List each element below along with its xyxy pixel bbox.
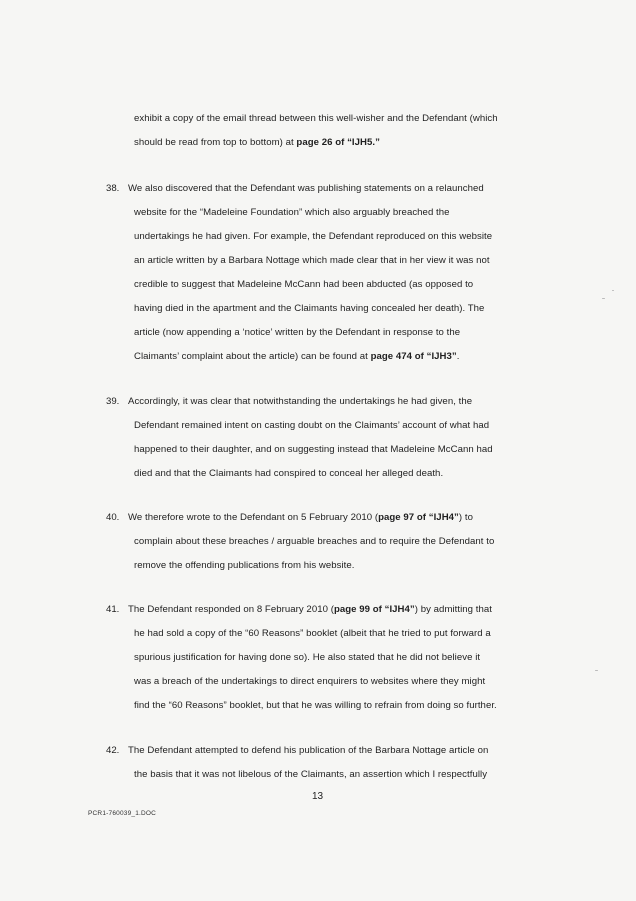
paragraph-number-42: 42. xyxy=(106,745,120,756)
paragraph-number-39: 39. xyxy=(106,396,120,407)
paragraph-number-41: 41. xyxy=(106,604,120,615)
para39-line-1: Accordingly, it was clear that notwithstanding the undertakings he had given, the xyxy=(128,396,473,407)
scan-speck xyxy=(595,670,598,671)
para40-line-1: We therefore wrote to the Defendant on 5 February 2010 (page 97 of “IJH4”) to xyxy=(128,512,473,523)
exhibit-reference: page 474 of “IJH3” xyxy=(370,351,457,362)
para38-line-6: having died in the apartment and the Claimants having concealed her death). The xyxy=(134,303,485,314)
para38-line-7: article (now appending a ‘notice’ written by the Defendant in response to the xyxy=(134,327,461,338)
paragraph-number-40: 40. xyxy=(106,512,120,523)
para42-line-1: The Defendant attempted to defend his publication of the Barbara Nottage article on xyxy=(128,745,489,756)
page-number: 13 xyxy=(312,791,324,802)
para38-line-8: Claimants’ complaint about the article) can be found at page 474 of “IJH3”. xyxy=(134,351,460,362)
document-reference: PCR1-760039_1.DOC xyxy=(88,810,157,817)
para39-line-3: happened to their daughter, and on suggesting instead that Madeleine McCann had xyxy=(134,444,493,455)
paragraph-number-38: 38. xyxy=(106,183,120,194)
para41-line-3: spurious justification for having done so). He also stated that he did not believe it xyxy=(134,652,481,663)
para41-line-4: was a breach of the undertakings to direct enquirers to websites where they might xyxy=(134,676,486,687)
scan-speck xyxy=(612,290,614,291)
para39-line-4: died and that the Claimants had conspired to conceal her alleged death. xyxy=(134,468,444,479)
exhibit-reference: page 99 of “IJH4” xyxy=(333,604,415,615)
intro-line-1: exhibit a copy of the email thread between this well-wisher and the Defendant (which xyxy=(134,113,498,124)
exhibit-reference: page 26 of “IJH5.” xyxy=(296,137,380,148)
intro-line-2: should be read from top to bottom) at page 26 of “IJH5.” xyxy=(134,137,380,148)
para38-line-2: website for the “Madeleine Foundation” which also arguably breached the xyxy=(134,207,450,218)
para38-line-5: credible to suggest that Madeleine McCann had been abducted (as opposed to xyxy=(134,279,474,290)
para38-line-3: undertakings he had given. For example, the Defendant reproduced on this website xyxy=(134,231,493,242)
para38-line-4: an article written by a Barbara Nottage which made clear that in her view it was not xyxy=(134,255,490,266)
para41-line-5: find the “60 Reasons” booklet, but that he was willing to refrain from doing so further. xyxy=(134,700,497,711)
para41-line-1: The Defendant responded on 8 February 2010 (page 99 of “IJH4”) by admitting that xyxy=(128,604,492,615)
para40-line-3: remove the offending publications from his website. xyxy=(134,560,355,571)
para41-line-2: he had sold a copy of the “60 Reasons” booklet (albeit that he tried to put forward a xyxy=(134,628,491,639)
para40-line-2: complain about these breaches / arguable breaches and to require the Defendant to xyxy=(134,536,495,547)
para42-line-2: the basis that it was not libelous of the Claimants, an assertion which I respectfully xyxy=(134,769,488,780)
para38-line-1: We also discovered that the Defendant was publishing statements on a relaunched xyxy=(128,183,484,194)
para39-line-2: Defendant remained intent on casting doubt on the Claimants’ account of what had xyxy=(134,420,490,431)
exhibit-reference: page 97 of “IJH4” xyxy=(378,512,459,523)
scan-speck xyxy=(602,298,605,299)
